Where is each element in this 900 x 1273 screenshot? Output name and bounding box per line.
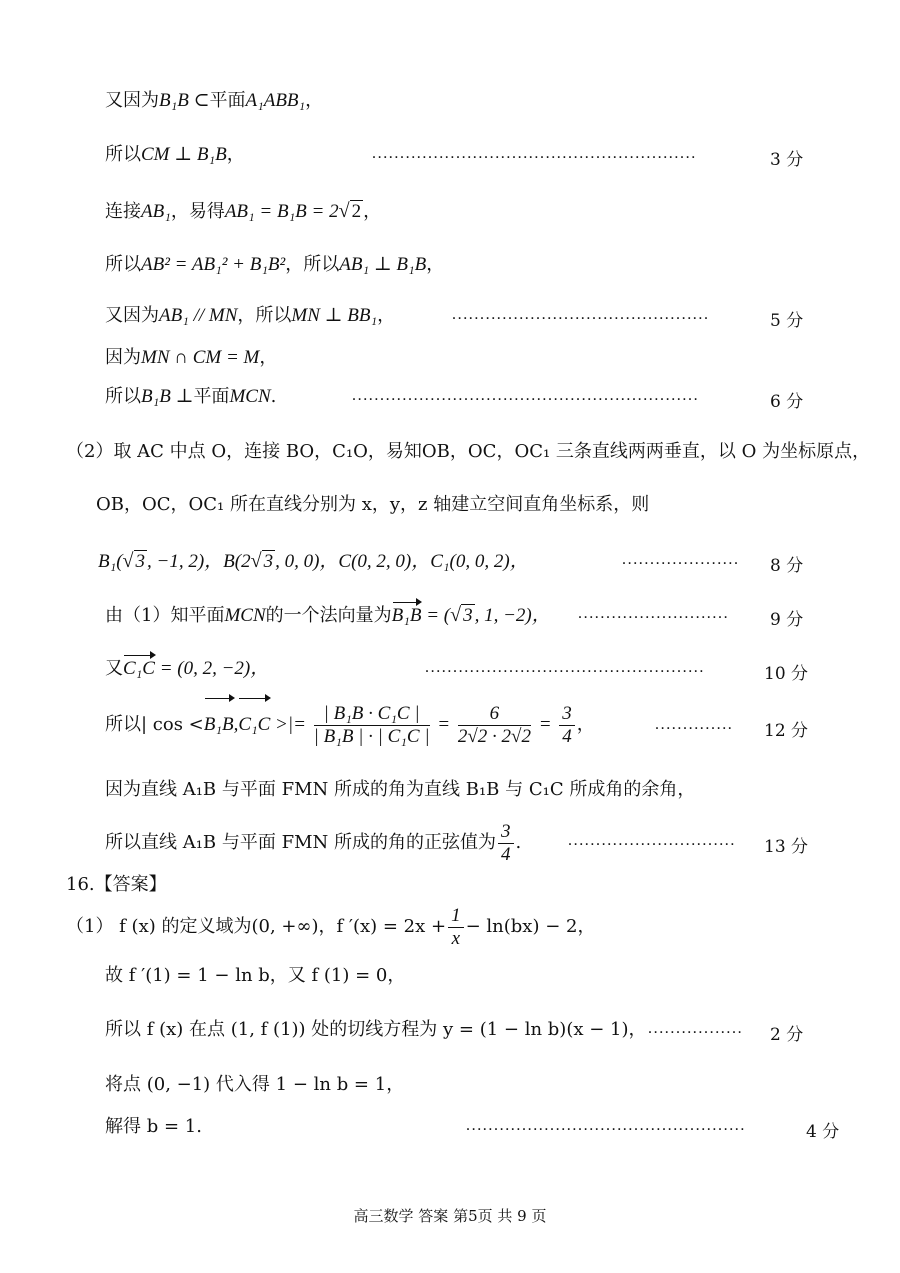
fraction: $\frac{3}{4}$ — [559, 703, 575, 748]
line-7 — [105, 385, 276, 409]
dot-leader: .................................................. — [466, 1117, 746, 1134]
text: ，所以 — [285, 254, 340, 275]
score: 13 分 — [764, 837, 809, 857]
text: 因为 — [105, 347, 141, 368]
math: , −1, 2)，B(2 — [147, 551, 251, 572]
line-3: 连接AB₁，易得AB₁ = B₁B = 2√ 2 ， — [105, 200, 382, 222]
text: 又因为 — [105, 305, 159, 326]
vector: B₁B — [391, 605, 422, 626]
fraction: $\frac{3}{4}$ — [498, 821, 514, 866]
score: 12 分 — [764, 721, 809, 741]
text: ， — [426, 254, 445, 275]
math: AB₁ = B₁B = 2 — [224, 201, 339, 222]
score: 6 分 — [770, 392, 804, 412]
math: = ( — [421, 605, 451, 626]
line-19: 所以 f (x) 在点 (1, f (1)) 处的切线方程为 y = (1 − ln b)(x − 1)， — [105, 1019, 647, 1040]
dot-leader: .......................................................... — [372, 145, 697, 162]
text: 所以 — [105, 144, 141, 165]
math: , 0, 0)，C(0, 2, 0)，C₁(0, 0, 2)， — [275, 551, 529, 572]
dot-leader: ................. — [648, 1020, 744, 1037]
score: 3 分 — [770, 150, 804, 170]
math: = (0, 2, −2)， — [154, 658, 270, 679]
math: B₁( — [98, 551, 123, 572]
vector: C₁C — [238, 700, 270, 750]
dot-leader: .............................. — [568, 832, 736, 849]
dot-leader: ..................... — [622, 551, 740, 568]
math: AB₁ — [141, 201, 171, 222]
dot-leader: .............................................. — [452, 306, 710, 323]
math: A₁ABB₁ — [245, 90, 306, 111]
math: B₁B ⊥ — [141, 386, 194, 407]
math: MN ⊥ BB₁ — [291, 305, 378, 326]
line-6 — [105, 346, 277, 370]
line-21: 解得 b = 1. — [105, 1116, 202, 1137]
page-footer: 高三数学 答案 第5页 共 9 页 — [353, 1207, 547, 1225]
line-5 — [105, 304, 395, 328]
line-13: 所以| cos <B₁B,C₁C >|= $\frac{\text{| B₁B · C₁C |}}{\text{| B₁B | · | C₁C |}}$ = $\frac{6}{2√2 \cdot 2√2}$ = $\frac{3}{4}$ ， — [105, 700, 595, 750]
math: , 1, −2)， — [474, 605, 551, 626]
text: ，所以 — [237, 305, 292, 326]
line-15: 所以直线 A₁B 与平面 FMN 所成的角的正弦值为 $\frac{3}{4}$ . — [105, 820, 522, 865]
text: . — [270, 386, 277, 407]
math: MN ∩ CM = M — [141, 347, 260, 368]
sqrt-value: 3 — [135, 551, 146, 572]
score: 10 分 — [764, 664, 809, 684]
dot-leader: .............. — [655, 716, 734, 733]
score: 2 分 — [770, 1025, 804, 1045]
text: 所以 — [105, 386, 141, 407]
sqrt-value: 3 — [263, 551, 274, 572]
line-18: 故 f ′(1) = 1 − ln b，又 f (1) = 0， — [105, 965, 406, 986]
text: 平面 — [209, 90, 246, 111]
math: , — [233, 714, 239, 735]
line-2 — [105, 143, 245, 167]
line-14: 因为直线 A₁B 与平面 FMN 所成的角为直线 B₁B 与 C₁C 所成角的余角， — [105, 779, 696, 800]
fraction: $\frac{1}{x}$ — [448, 905, 464, 950]
math: CM ⊥ B₁B — [141, 144, 227, 165]
text: 又 — [105, 658, 123, 679]
line-9: OB，OC，OC₁ 所在直线分别为 x，y，z 轴建立空间直角坐标系，则 — [96, 494, 650, 515]
math: >|= — [270, 714, 306, 735]
line-20: 将点 (0, −1) 代入得 1 − ln b = 1， — [105, 1074, 405, 1095]
fraction: $\frac{\text{| B₁B · C₁C |}}{\text{| B₁B | · | C₁C |}}$ — [313, 702, 430, 747]
math: MCN — [229, 386, 271, 407]
text: ， — [226, 144, 245, 165]
text: ， — [363, 201, 382, 222]
score: 9 分 — [770, 610, 804, 630]
line-4 — [105, 253, 444, 277]
text: 所以 — [105, 254, 141, 275]
line-1 — [105, 89, 323, 113]
dot-leader: .................................................. — [425, 659, 705, 676]
math: AB₁ // MN — [159, 305, 238, 326]
line-17: （1） f (x) 的定义域为(0, +∞)，f ′(x) = 2x + $\frac{1}{x}$ − ln(bx) − 2， — [66, 904, 596, 949]
text: 又因为 — [105, 90, 159, 111]
text: ， — [259, 347, 278, 368]
text: 由（1）知平面 — [105, 605, 225, 626]
vector: C₁C — [123, 658, 155, 679]
math: B₁B ⊂ — [159, 90, 210, 111]
line-10: B₁(√ 3 , −1, 2)，B(2√ 3 , 0, 0)，C(0, 2, 0)，C₁(0, 0, 2)， — [98, 550, 529, 572]
line-8: （2）取 AC 中点 O，连接 BO，C₁O，易知OB，OC，OC₁ 三条直线两两垂直，以 O 为坐标原点， — [66, 441, 871, 462]
score: 5 分 — [770, 311, 804, 331]
text: ， — [305, 90, 324, 111]
text: ，易得 — [170, 201, 225, 222]
dot-leader: .............................................................. — [352, 387, 700, 404]
text: 所以直线 A₁B 与平面 FMN 所成的角的正弦值为 — [105, 832, 496, 853]
math: MCN — [224, 605, 266, 626]
text: 的一个法向量为 — [265, 605, 392, 626]
text: （1） f (x) 的定义域为(0, +∞)，f ′(x) = 2x + — [66, 916, 447, 937]
fraction: $\frac{6}{2√2 \cdot 2√2}$ — [457, 702, 531, 747]
text: 连接 — [105, 201, 141, 222]
score: 4 分 — [806, 1122, 840, 1142]
math: AB² = AB₁² + B₁B² — [141, 254, 286, 275]
math: AB₁ ⊥ B₁B — [339, 254, 427, 275]
dot-leader: ........................... — [578, 605, 730, 622]
score: 8 分 — [770, 556, 804, 576]
line-11: 由（1）知平面MCN的一个法向量为B₁B = (√ 3 , 1, −2)， — [105, 604, 551, 626]
text: 平面 — [193, 386, 230, 407]
sqrt-value: 2 — [351, 201, 362, 222]
text: ， — [377, 305, 396, 326]
vector: B₁B — [204, 700, 234, 750]
line-12 — [105, 657, 269, 681]
text: 所以| cos < — [105, 714, 204, 735]
sqrt-value: 3 — [463, 605, 473, 626]
question-number: 16.【答案】 — [66, 874, 167, 895]
